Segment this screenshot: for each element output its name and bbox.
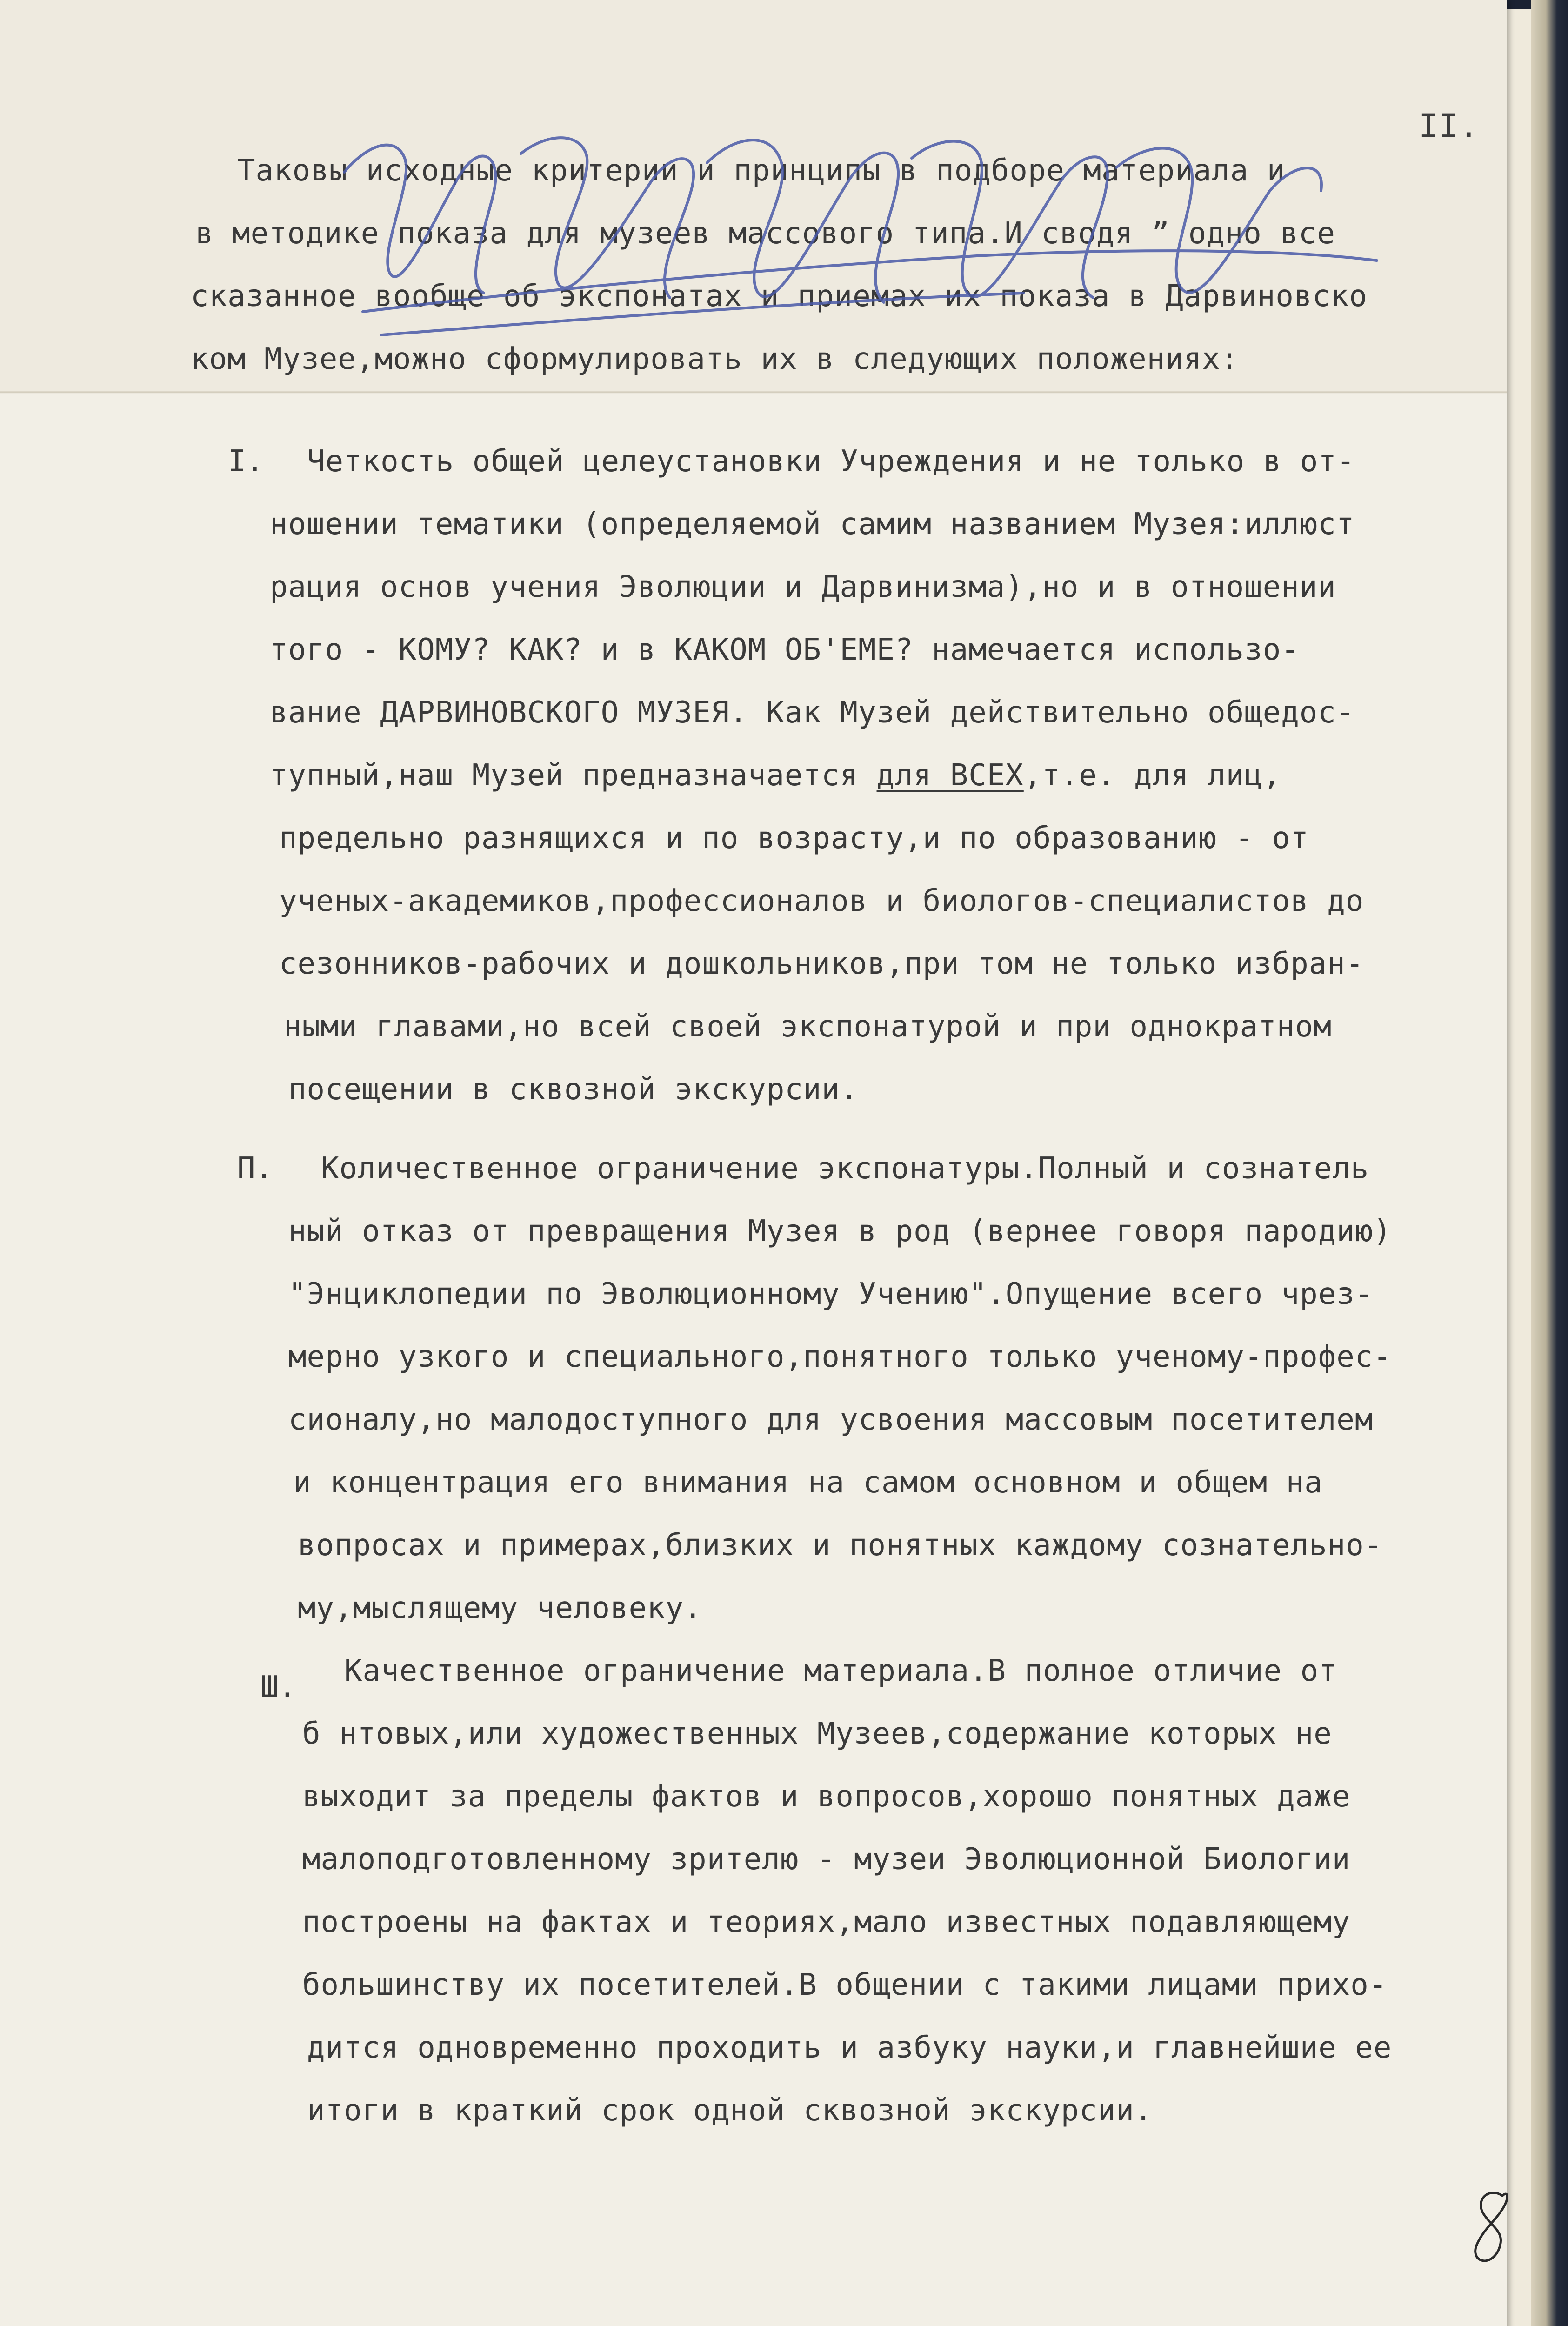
item-3-line: дится одновременно проходить и азбуку науки,и главнейшие ее <box>307 2031 1392 2065</box>
item-1-line-start: тупный,наш Музей предназначается <box>270 758 877 793</box>
item-2-line: Количественное ограничение экспонатуры.Полный и сознатель <box>321 1151 1369 1186</box>
fold-crease <box>0 391 1507 394</box>
item-1-line-end: ,т.е. для лиц, <box>1023 758 1281 793</box>
item-1-line-with-underline <box>270 758 1281 793</box>
item-2-marker: П. <box>237 1151 274 1186</box>
item-3-line: выходит за пределы фактов и вопросов,хорошо понятных даже <box>302 1779 1351 1814</box>
item-1-line: сезонников-рабочих и дошкольников,при том не только избран- <box>279 947 1364 981</box>
item-3-line: Качественное ограничение материала.В полное отличие от <box>344 1654 1337 1688</box>
item-2-line: мерно узкого и специального,понятного только ученому-профес- <box>288 1340 1392 1374</box>
item-2-line: вопросах и примерах,близких и понятных каждому сознательно- <box>298 1528 1383 1563</box>
item-1-line: ношении тематики (определяемой самим названием Музея:иллюст <box>270 507 1355 541</box>
item-2-line: сионалу,но малодоступного для усвоения массовым посетителем <box>288 1403 1374 1437</box>
item-1-line: Четкость общей целеустановки Учреждения и не только в от- <box>307 444 1355 479</box>
item-3-marker: Ш. <box>260 1670 297 1704</box>
pen-scribble <box>326 116 1395 377</box>
page-edge-shadow <box>1531 0 1568 2326</box>
item-2-line: и концентрация его внимания на самом основном и общем на <box>293 1465 1323 1500</box>
item-3-line: итоги в краткий срок одной сквозной экскурсии. <box>307 2093 1153 2128</box>
intro-line-4: ком Музее,можно сформулировать их в следующих положениях: <box>191 342 1239 376</box>
item-3-line: б нтовых,или художественных Музеев,содержание которых не <box>302 1717 1332 1751</box>
item-1-line: вание ДАРВИНОВСКОГО МУЗЕЯ. Как Музей действительно общедос- <box>270 695 1355 730</box>
item-1-line: ученых-академиков,профессионалов и биологов-специалистов до <box>279 884 1364 918</box>
item-2-line: ный отказ от превращения Музея в род (вернее говоря пародию) <box>288 1214 1392 1249</box>
item-1-marker: I. <box>228 444 264 479</box>
item-1-line: ными главами,но всей своей экспонатурой и при однократном <box>284 1009 1332 1044</box>
item-1-line: предельно разнящихся и по возрасту,и по образованию - от <box>279 821 1309 856</box>
item-2-line: "Энциклопедии по Эволюционному Учению".Опущение всего чрез- <box>288 1277 1374 1311</box>
item-1-line: рация основ учения Эволюции и Дарвинизма),но и в отношении <box>270 570 1336 604</box>
item-3-line: построены на фактах и теориях,мало известных подавляющему <box>302 1905 1351 1939</box>
intro-line-1: Таковы исходные критерии и принципы в подборе материала и <box>237 154 1286 188</box>
underlined-phrase: для ВСЕХ <box>876 758 1024 793</box>
item-1-line: посещении в сквозной экскурсии. <box>288 1072 859 1107</box>
handwritten-page-number <box>1470 2186 1512 2270</box>
page-number: II. <box>1419 107 1479 145</box>
intro-line-2: в методике показа для музеев массового типа.И сводя ” одно все <box>195 216 1335 251</box>
item-1-line: того - КОМУ? КАК? и в КАКОМ ОБ'ЕМЕ? намечается использо- <box>270 633 1300 667</box>
item-3-line: малоподготовленному зрителю - музеи Эволюционной Биологии <box>302 1842 1351 1877</box>
item-3-line: большинству их посетителей.В общении с такими лицами прихо- <box>302 1968 1388 2002</box>
intro-line-3: сказанное вообще об экспонатах и приемах их показа в Дарвиновско <box>191 279 1368 314</box>
item-2-line: му,мыслящему человеку. <box>298 1591 702 1625</box>
